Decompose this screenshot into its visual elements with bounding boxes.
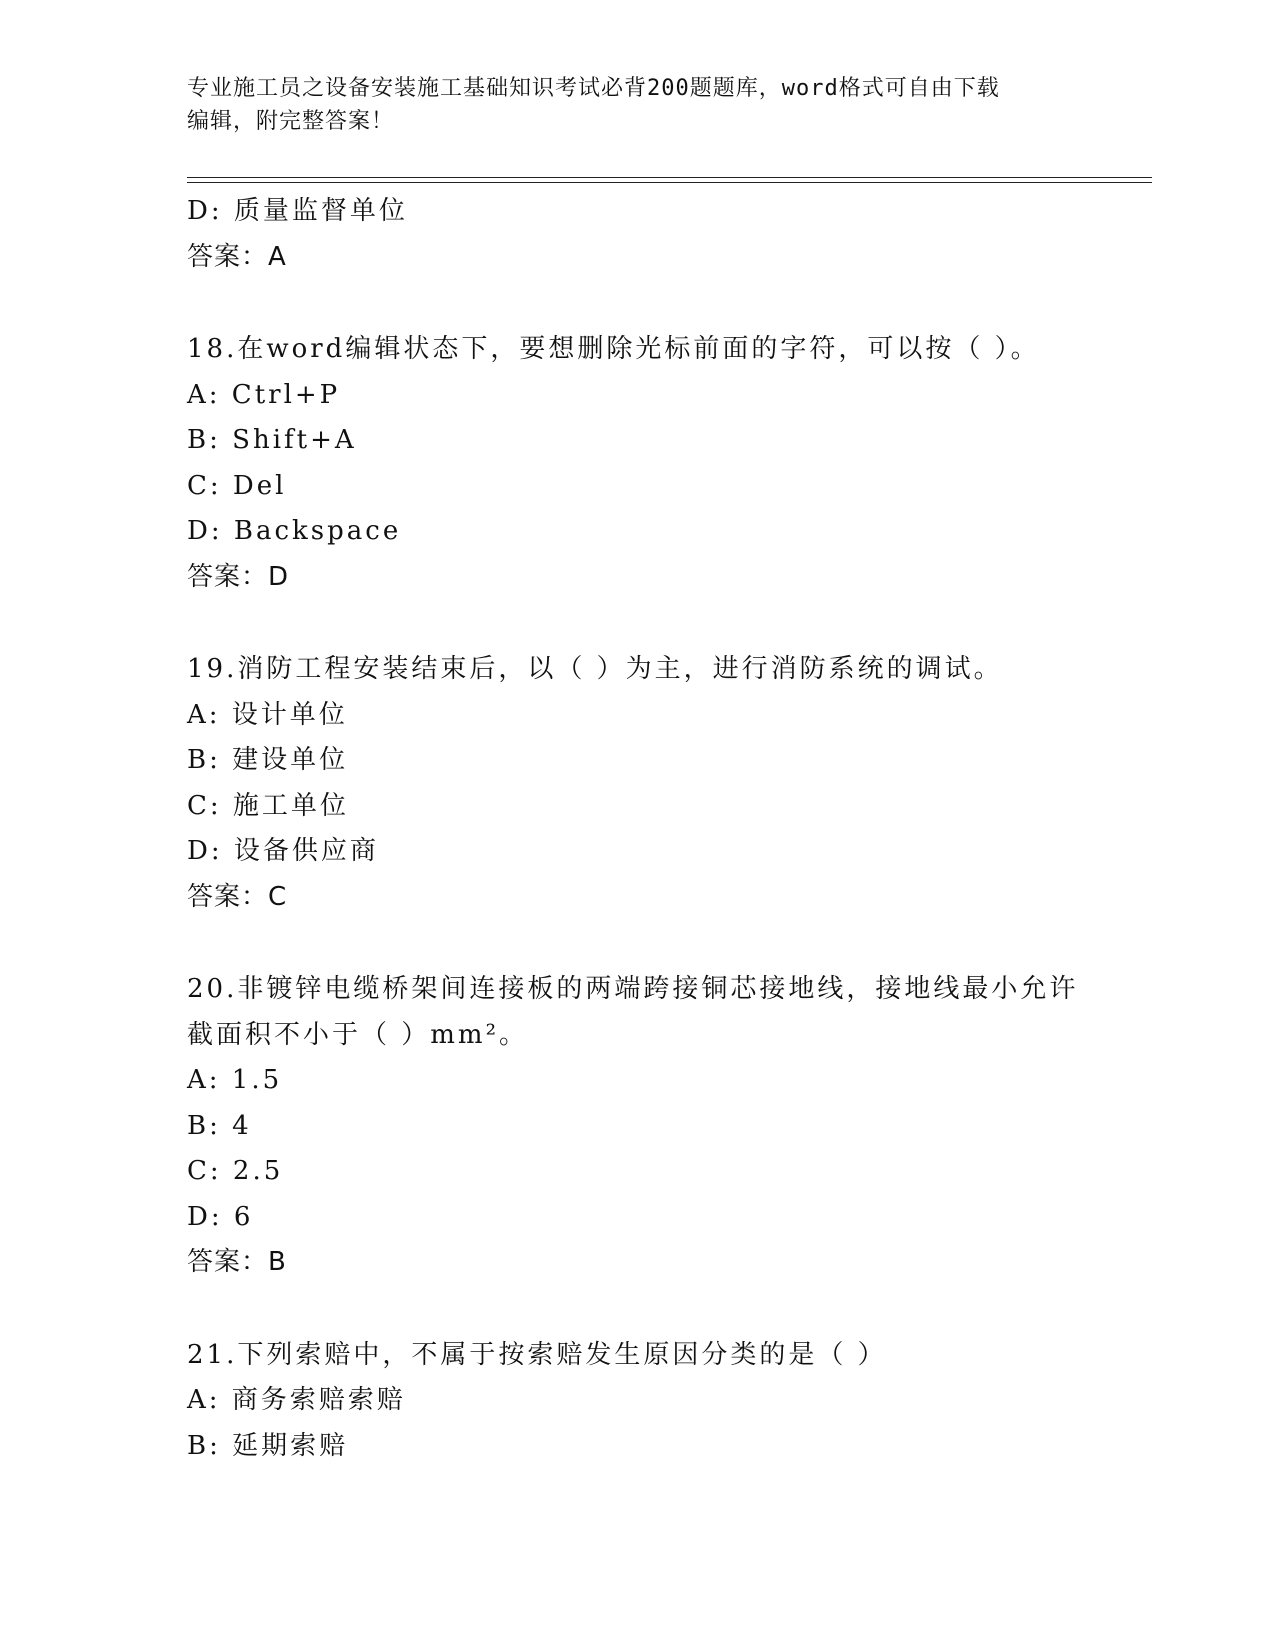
question-stem: 21.下列索赔中，不属于按索赔发生原因分类的是（ ） (187, 1339, 887, 1370)
question-20 (187, 967, 1087, 1286)
option-b: B: Shift+A (187, 425, 357, 455)
header-rule-top (187, 177, 1152, 178)
option-d: D: 设备供应商 (187, 836, 379, 866)
question-stem: 19.消防工程安装结束后，以（ ）为主，进行消防系统的调试。 (187, 654, 1003, 684)
answer: 答案：C (187, 881, 288, 912)
question-stem-line-2: 截面积不小于（ ）mm²。 (187, 1019, 528, 1050)
spacer (187, 600, 1087, 647)
answer: 答案：D (187, 561, 290, 592)
option-c: C: 2.5 (187, 1156, 284, 1186)
document-body (187, 189, 1087, 1469)
question-21 (187, 1333, 1087, 1470)
header-rule-bottom (187, 182, 1152, 183)
header-line-1: 专业施工员之设备安装施工基础知识考试必背200题题库，word格式可自由下载 (187, 76, 1000, 101)
spacer (187, 920, 1087, 967)
option-b: B: 建设单位 (187, 745, 349, 775)
option-c: C: Del (187, 470, 287, 501)
option-a: A: Ctrl+P (187, 379, 341, 410)
option-c: C: 施工单位 (187, 790, 349, 821)
spacer (187, 1286, 1087, 1333)
spacer (187, 280, 1087, 327)
question-19 (187, 647, 1087, 920)
question-18 (187, 327, 1087, 600)
prev-answer: 答案：A (187, 241, 287, 272)
option-d: D: 6 (187, 1201, 254, 1232)
option-a: A: 设计单位 (187, 699, 348, 730)
option-b: B: 延期索赔 (187, 1430, 349, 1461)
header-line-2: 编辑，附完整答案！ (187, 109, 395, 134)
question-stem: 18.在word编辑状态下，要想删除光标前面的字符，可以按（ ）。 (187, 334, 1040, 364)
document-header (187, 72, 1087, 138)
answer: 答案：B (187, 1247, 287, 1277)
option-d: D: Backspace (187, 516, 402, 546)
option-a: A: 1.5 (187, 1065, 283, 1095)
question-stem-line-1: 20.非镀锌电缆桥架间连接板的两端跨接铜芯接地线，接地线最小允许 (187, 974, 1079, 1004)
prev-option-d: D: 质量监督单位 (187, 196, 408, 226)
option-a: A: 商务索赔索赔 (187, 1385, 406, 1415)
option-b: B: 4 (187, 1110, 252, 1141)
